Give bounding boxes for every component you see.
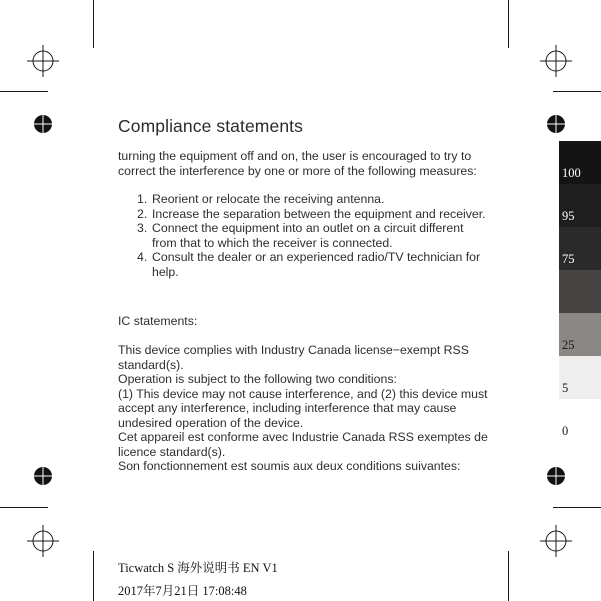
color-swatch bbox=[559, 184, 601, 227]
list-item-number: 1. bbox=[137, 192, 148, 206]
crop-mark-left-top bbox=[0, 91, 48, 92]
list-item bbox=[137, 250, 490, 279]
swatch-label: 25 bbox=[562, 338, 575, 352]
crop-mark-bottom-left bbox=[93, 551, 94, 601]
list-item-text: Consult the dealer or an experienced radio/TV technician for help. bbox=[152, 250, 481, 279]
crop-mark-bottom-right bbox=[508, 551, 509, 601]
swatch-label: 75 bbox=[562, 252, 575, 266]
list-item bbox=[137, 206, 490, 222]
crop-mark-top-left bbox=[93, 0, 94, 48]
registration-mark-icon bbox=[540, 45, 572, 77]
list-item-text: Connect the equipment into an outlet on a circuit different from that to which the receiver is connected. bbox=[152, 221, 464, 250]
swatch-label: 100 bbox=[562, 166, 581, 180]
intro-paragraph bbox=[118, 149, 490, 178]
measures-list bbox=[118, 192, 490, 279]
crop-mark-right-top bbox=[553, 91, 601, 92]
color-swatch bbox=[559, 399, 601, 442]
swatch-label: 0 bbox=[562, 424, 569, 438]
ic-paragraph: (1) This device may not cause interference, and (2) this device must accept any interference, including interference that may cause undesired operation of the device. bbox=[118, 386, 488, 430]
crop-mark-left-bottom bbox=[0, 507, 48, 508]
list-item-number: 3. bbox=[137, 221, 148, 235]
ic-paragraph: This device complies with Industry Canada license−exempt RSS standard(s). bbox=[118, 343, 469, 372]
swatch-label: 95 bbox=[562, 209, 575, 223]
color-swatch bbox=[559, 227, 601, 270]
registration-mark-icon bbox=[27, 45, 59, 77]
list-item bbox=[137, 192, 490, 207]
color-swatch bbox=[559, 141, 601, 184]
list-item-number: 4. bbox=[137, 250, 148, 264]
list-item-text: Increase the separation between the equipment and receiver. bbox=[152, 206, 486, 221]
ic-paragraph: Son fonctionnement est soumis aux deux conditions suivantes: bbox=[118, 459, 461, 473]
color-swatch bbox=[559, 313, 601, 356]
crop-mark-right-bottom bbox=[553, 507, 601, 508]
list-item bbox=[137, 221, 490, 250]
registration-dot-icon bbox=[546, 466, 566, 486]
print-slug-filename: Ticwatch S 海外说明书 EN V1 bbox=[118, 561, 278, 575]
swatch-label: 5 bbox=[562, 381, 569, 395]
registration-dot-icon bbox=[33, 466, 53, 486]
grayscale-color-bar bbox=[559, 141, 601, 442]
registration-dot-icon bbox=[33, 114, 53, 134]
color-swatch bbox=[559, 270, 601, 313]
registration-dot-icon bbox=[546, 114, 566, 134]
page-title: Compliance statements bbox=[118, 116, 303, 136]
color-swatch bbox=[559, 356, 601, 399]
intro-text: turning the equipment off and on, the user is encouraged to try to correct the interference by one or more of the following measures: bbox=[118, 149, 477, 178]
ic-paragraph: Operation is subject to the following two conditions: bbox=[118, 372, 397, 386]
registration-mark-icon bbox=[27, 525, 59, 557]
print-slug-timestamp: 2017年7月21日 17:08:48 bbox=[118, 584, 247, 598]
list-item-text: Reorient or relocate the receiving antenna. bbox=[152, 192, 385, 206]
registration-mark-icon bbox=[540, 525, 572, 557]
crop-mark-top-right bbox=[508, 0, 509, 48]
ic-statements-heading: IC statements: bbox=[118, 314, 198, 328]
ic-statements-body bbox=[118, 343, 490, 474]
list-item-number: 2. bbox=[137, 206, 148, 221]
ic-paragraph: Cet appareil est conforme avec Industrie Canada RSS exemptes de licence standard(s). bbox=[118, 430, 488, 459]
